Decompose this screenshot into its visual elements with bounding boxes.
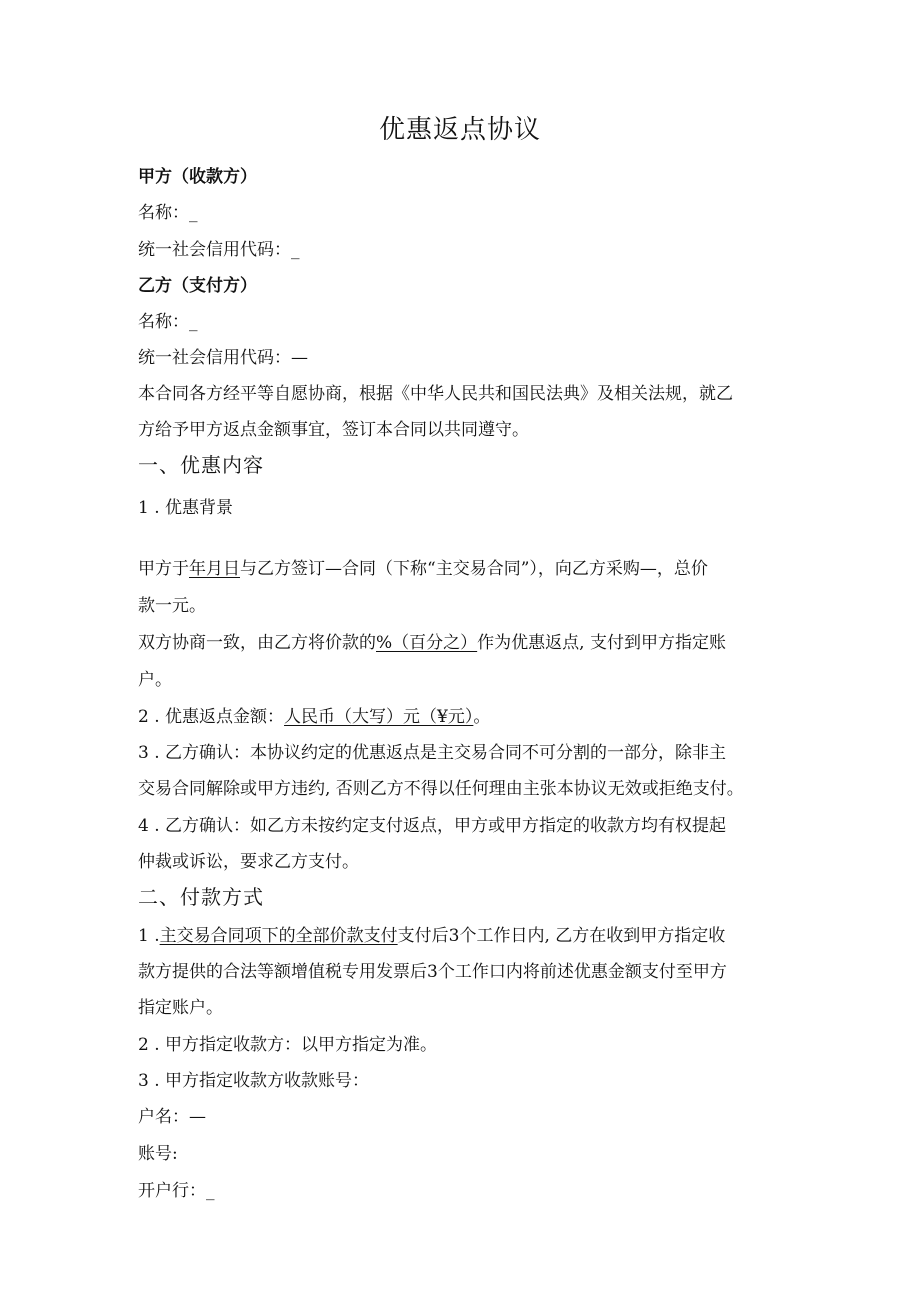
- consult-text-b: 作为优惠返点, 支付到甲方指定账: [477, 633, 726, 653]
- account-number: 账号:: [138, 1144, 178, 1164]
- consult-line-2: 户。: [138, 670, 172, 690]
- consult-percent-blank: %（百分之）: [376, 633, 478, 653]
- rebate-amount-blank: 人民币（大写）元（¥元）: [284, 707, 474, 727]
- party-a-header: 甲方（收款方）: [138, 167, 257, 187]
- item-confirm-1-line-1: 3 . 乙方确认：本协议约定的优惠返点是主交易合同不可分割的一部分，除非主: [138, 743, 727, 763]
- intro-line-2: 方给予甲方返点金额事宜，签订本合同以共同遵守。: [138, 420, 529, 440]
- rebate-amount-end: 。: [473, 707, 491, 727]
- payment-item-3: 3 . 甲方指定收款方收款账号：: [138, 1071, 370, 1091]
- background-line-1: [138, 557, 798, 581]
- payment-item-1-text: 支付后3个工作日内, 乙方在收到甲方指定收: [397, 926, 726, 946]
- item-confirm-2-line-1: 4 . 乙方确认：如乙方未按约定支付返点，甲方或甲方指定的收款方均有权提起: [138, 816, 727, 836]
- background-text-b: 与乙方签订—合同（下称“主交易合同”），向乙方采购—，总价: [240, 559, 708, 579]
- payment-item-2: 2 . 甲方指定收款方：以甲方指定为准。: [138, 1035, 438, 1055]
- item-background-title: 1 . 优惠背景: [138, 498, 234, 518]
- item-confirm-1-line-2: 交易合同解除或甲方违约, 否则乙方不得以任何理由主张本协议无效或拒绝支付。: [138, 779, 744, 799]
- item-rebate-amount: [138, 705, 798, 729]
- payment-item-1-number: 1 .: [138, 926, 160, 946]
- document-title: 优惠返点协议: [378, 115, 541, 145]
- party-b-credit-code: 统一社会信用代码：—: [138, 348, 308, 368]
- account-bank: 开户行：_: [138, 1181, 215, 1201]
- party-b-name: 名称：_: [138, 312, 198, 332]
- section-1-heading: 一、优惠内容: [138, 453, 264, 477]
- payment-item-1-line-1: [138, 924, 798, 948]
- item-confirm-2-line-2: 仲裁或诉讼，要求乙方支付。: [138, 852, 359, 872]
- payment-item-1-line-3: 指定账户。: [138, 998, 223, 1018]
- background-text-a: 甲方于: [138, 559, 189, 579]
- section-2-heading: 二、付款方式: [138, 885, 264, 909]
- account-name: 户名：—: [138, 1107, 206, 1127]
- intro-line-1: 本合同各方经平等自愿协商，根据《中华人民共和国民法典》及相关法规，就乙: [138, 384, 733, 404]
- payment-condition-blank: 主交易合同项下的全部价款支付: [159, 926, 398, 946]
- consult-line-1: [138, 631, 798, 655]
- payment-item-1-line-2: 款方提供的合法等额增值税专用发票后3个工作口内将前述优惠金额支付至甲方: [138, 962, 727, 982]
- background-line-2: 款一元。: [138, 596, 206, 616]
- consult-text-a: 双方协商一致，由乙方将价款的: [138, 633, 376, 653]
- rebate-amount-label: 2 . 优惠返点金额：: [138, 707, 285, 727]
- background-date-blank: 年月日: [189, 559, 240, 579]
- party-a-credit-code: 统一社会信用代码：_: [138, 240, 300, 260]
- party-a-name: 名称：_: [138, 203, 198, 223]
- party-b-header: 乙方（支付方）: [138, 276, 257, 296]
